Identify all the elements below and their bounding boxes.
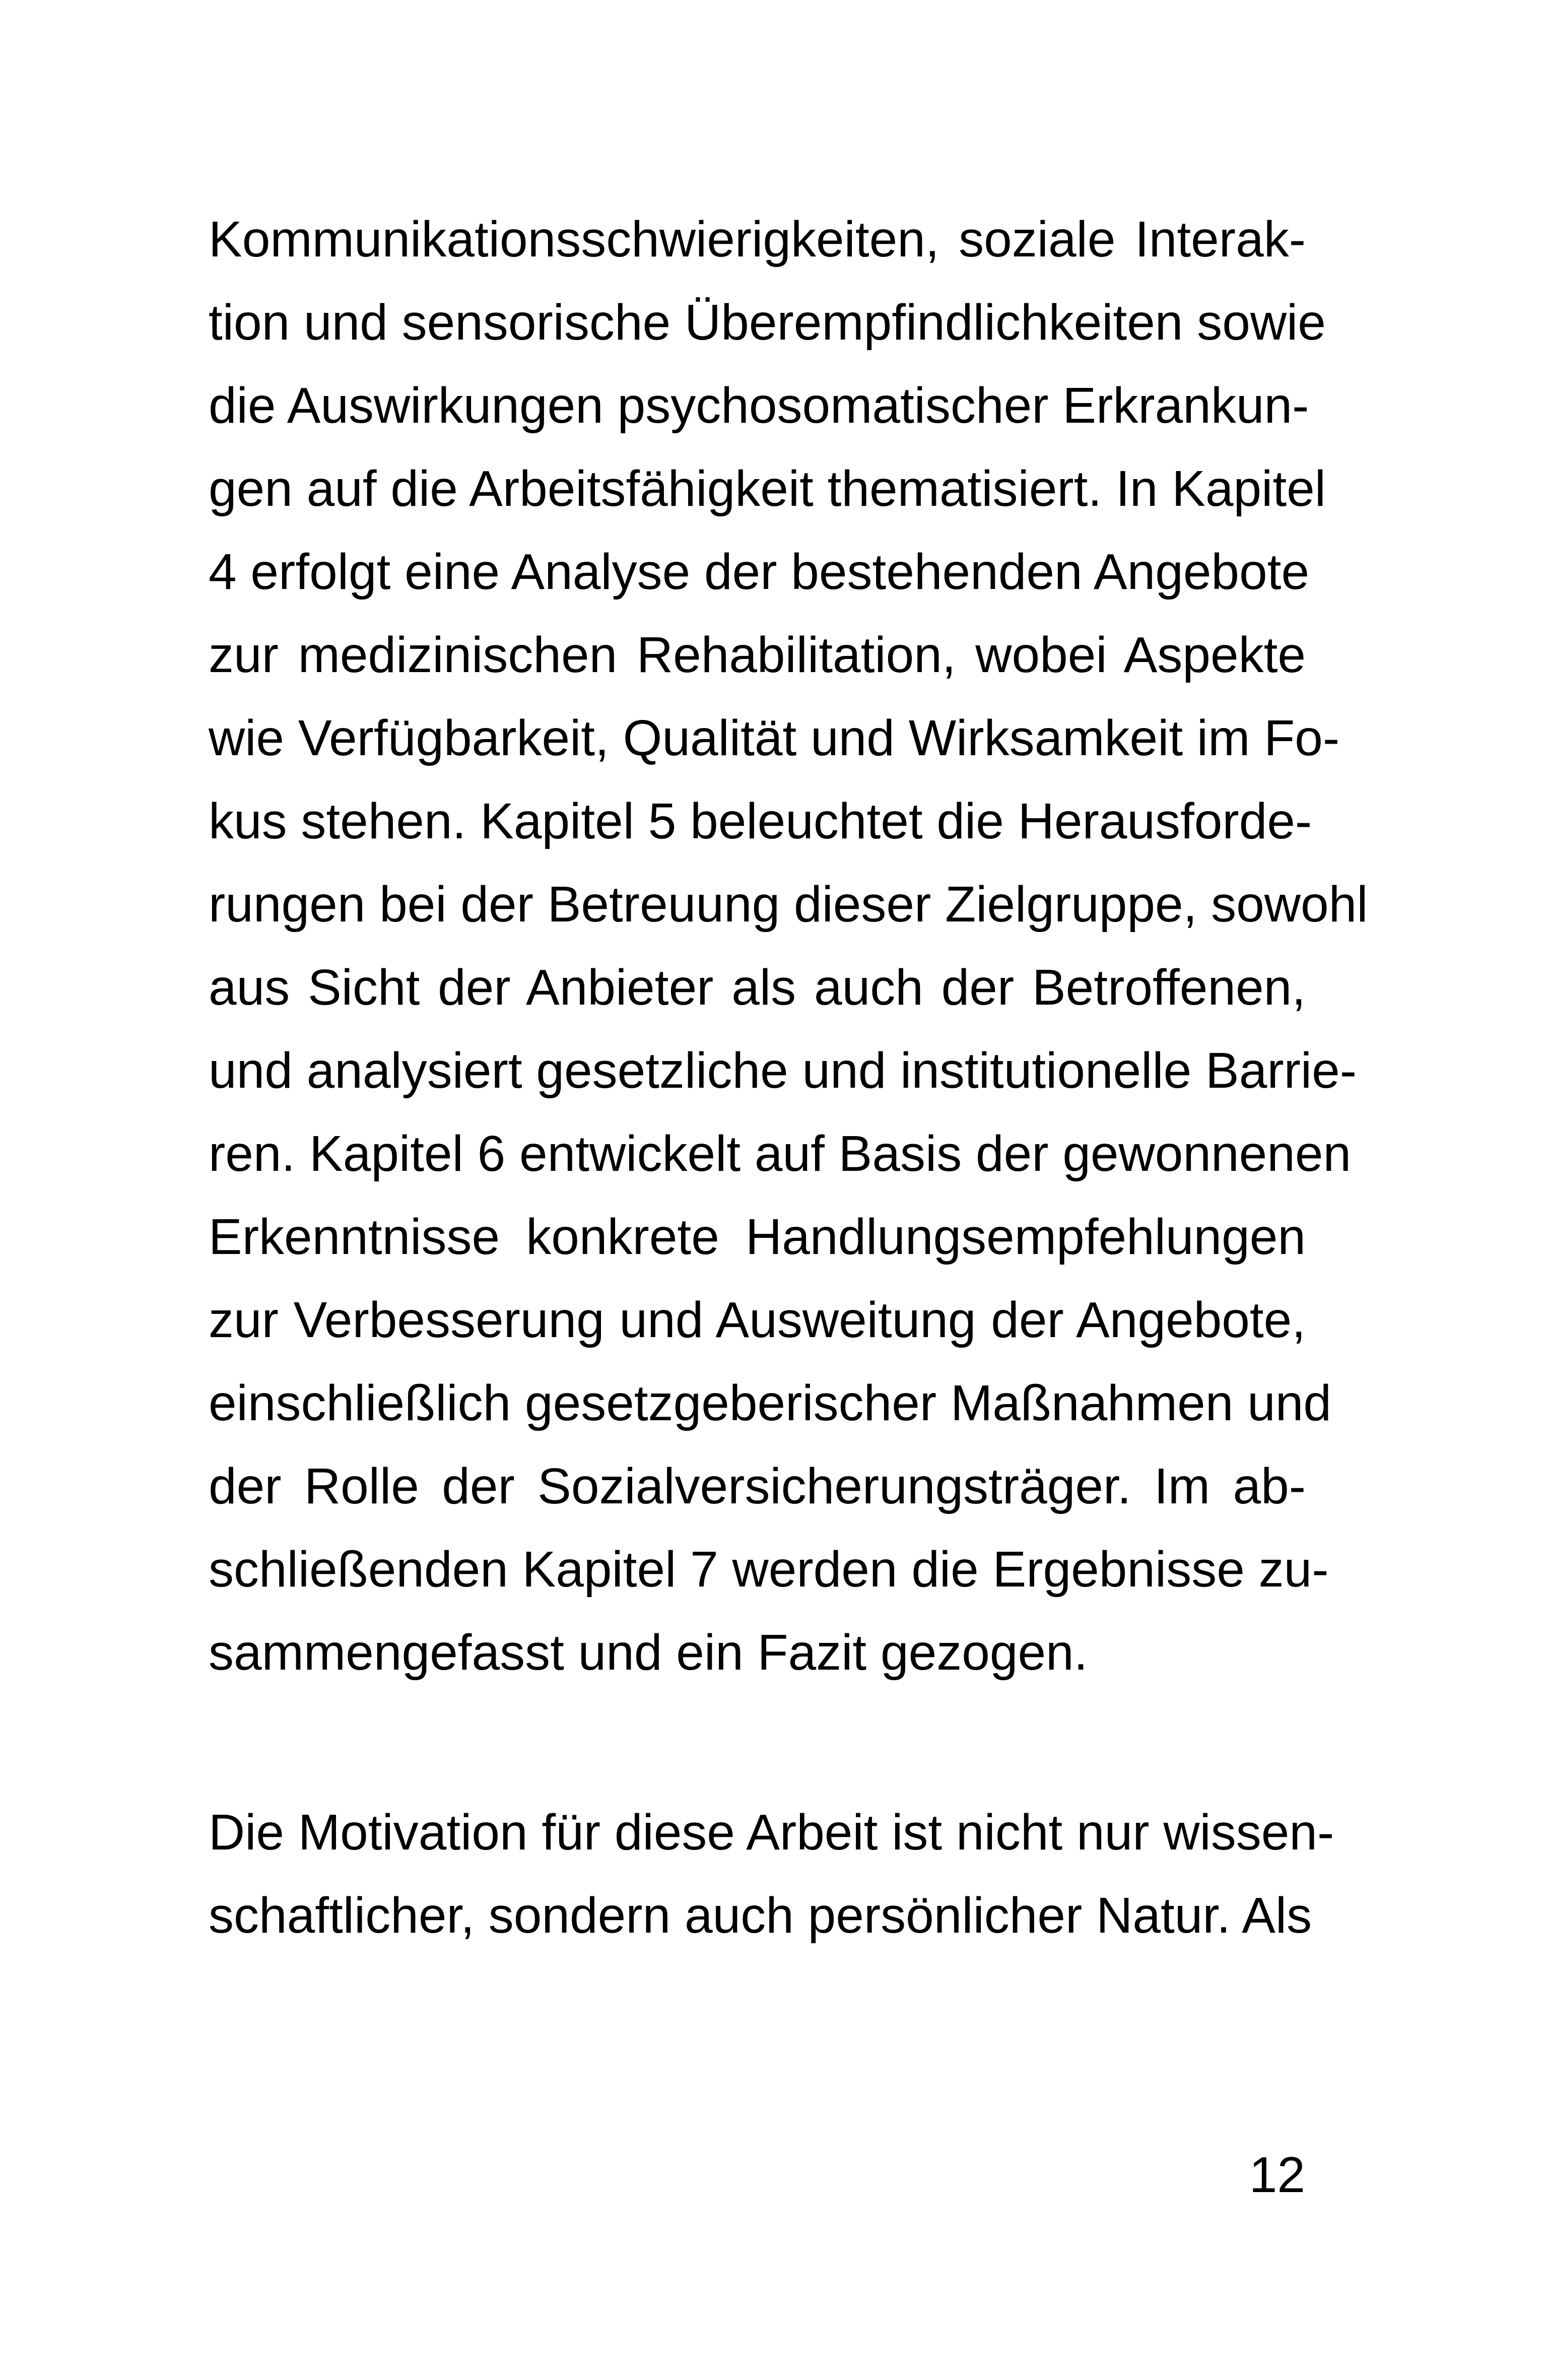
text-line: schaftlicher, sondern auch persönlicher Natur. Als — [209, 1887, 1312, 1944]
text-line: Erkenntnisse konkrete Handlungsempfehlungen — [209, 1209, 1306, 1265]
text-line: sammengefasst und ein Fazit gezogen. — [209, 1624, 1088, 1681]
text-line: und analysiert gesetzliche und institutionelle Barrie- — [209, 1042, 1357, 1099]
paragraph-1 — [209, 198, 1368, 1694]
text-line: einschließlich gesetzgeberischer Maßnahmen und — [209, 1375, 1331, 1431]
text-line: der Rolle der Sozialversicherungsträger. Im ab- — [209, 1458, 1306, 1514]
text-line: die Auswirkungen psychosomatischer Erkrankun- — [209, 377, 1309, 434]
text-line: Kommunikationsschwierigkeiten, soziale Interak- — [209, 211, 1306, 268]
paragraph-2 — [209, 1791, 1334, 1957]
text-line: ren. Kapitel 6 entwickelt auf Basis der gewonnenen — [209, 1126, 1352, 1182]
text-line: wie Verfügbarkeit, Qualität und Wirksamkeit im Fo- — [209, 710, 1340, 766]
text-line: rungen bei der Betreuung dieser Zielgruppe, sowohl — [209, 876, 1368, 933]
text-line: kus stehen. Kapitel 5 beleuchtet die Herausforde- — [209, 793, 1312, 849]
text-line: zur Verbesserung und Ausweitung der Angebote, — [209, 1292, 1306, 1348]
text-line: 4 erfolgt eine Analyse der bestehenden Angebote — [209, 544, 1310, 600]
text-line: gen auf die Arbeitsfähigkeit thematisiert. In Kapitel — [209, 460, 1326, 517]
text-line: zur medizinischen Rehabilitation, wobei Aspekte — [209, 627, 1306, 683]
text-line: aus Sicht der Anbieter als auch der Betroffenen, — [209, 959, 1306, 1016]
text-line: tion und sensorische Überempfindlichkeiten sowie — [209, 294, 1326, 351]
text-line: Die Motivation für diese Arbeit ist nicht nur wissen- — [209, 1804, 1334, 1861]
page-number: 12 — [1249, 2147, 1305, 2203]
text-line: schließenden Kapitel 7 werden die Ergebnisse zu- — [209, 1541, 1329, 1598]
